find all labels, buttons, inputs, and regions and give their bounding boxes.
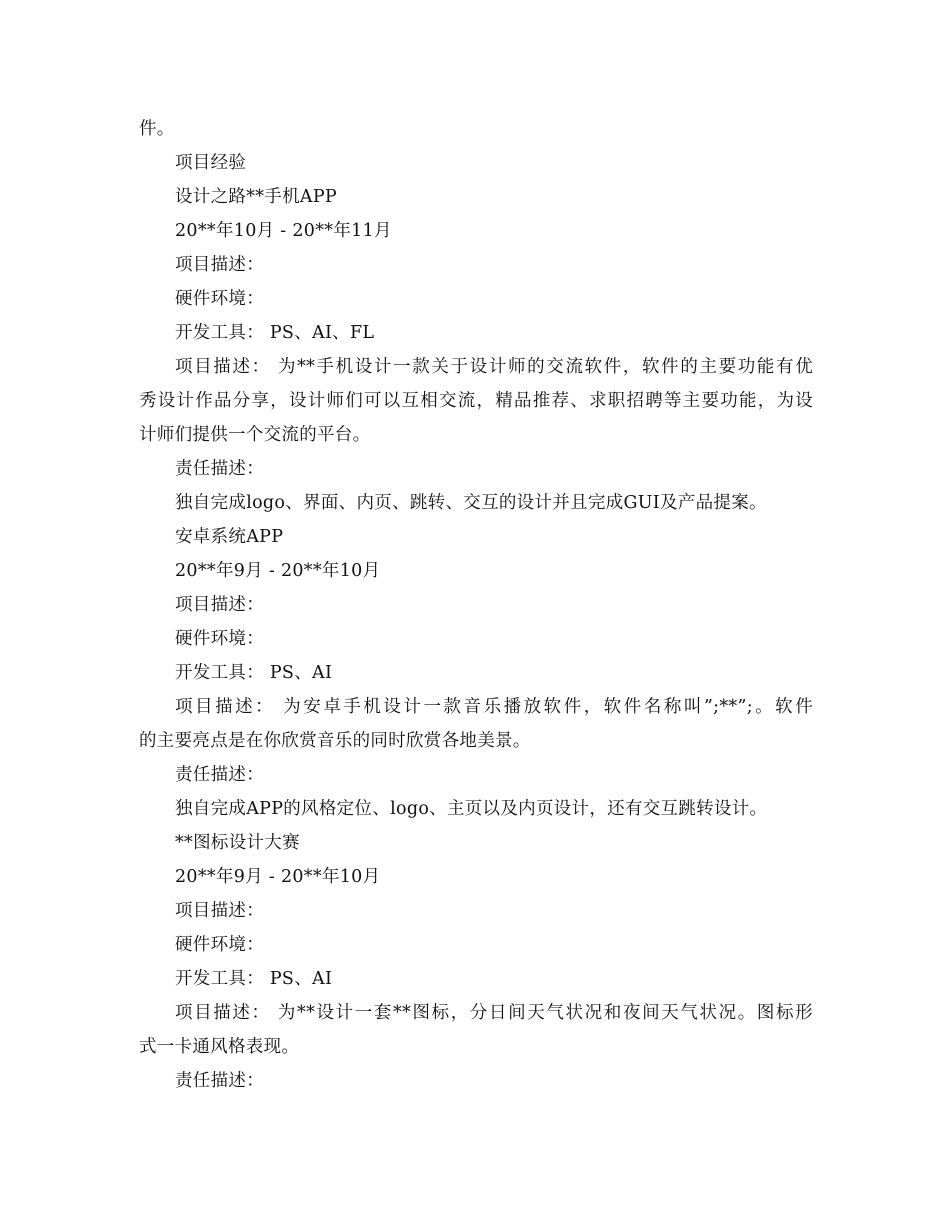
project-description-line: 计师们提供一个交流的平台。 bbox=[139, 425, 371, 445]
project-description-label: 项目描述： bbox=[175, 901, 264, 921]
hardware-environment-label: 硬件环境： bbox=[175, 935, 264, 955]
responsibility-label: 责任描述： bbox=[175, 765, 264, 785]
project-date-range: 20**年9月 - 20**年10月 bbox=[175, 867, 381, 887]
responsibility-label: 责任描述： bbox=[175, 459, 264, 479]
project-description-label: 项目描述： bbox=[175, 255, 264, 275]
responsibility-text: 独自完成APP的风格定位、logo、主页以及内页设计，还有交互跳转设计。 bbox=[175, 799, 768, 819]
project-description-line: 项目描述： 为**手机设计一款关于设计师的交流软件，软件的主要功能有优 bbox=[175, 357, 813, 377]
project-date-range: 20**年9月 - 20**年10月 bbox=[175, 561, 381, 581]
project-description-line: 的主要亮点是在你欣赏音乐的同时欣赏各地美景。 bbox=[139, 731, 531, 751]
section-heading-project-experience: 项目经验 bbox=[175, 153, 247, 173]
project-description-line: 项目描述： 为安卓手机设计一款音乐播放软件，软件名称叫”;**”;。软件 bbox=[175, 697, 813, 717]
document-body bbox=[139, 112, 813, 1098]
project-title: 设计之路**手机APP bbox=[175, 187, 337, 207]
project-date-range: 20**年10月 - 20**年11月 bbox=[175, 221, 392, 241]
development-tools-line: 开发工具： PS、AI bbox=[175, 663, 333, 683]
hardware-environment-label: 硬件环境： bbox=[175, 289, 264, 309]
development-tools-line: 开发工具： PS、AI bbox=[175, 969, 333, 989]
project-title: **图标设计大赛 bbox=[175, 833, 300, 853]
project-description-line: 秀设计作品分享，设计师们可以互相交流，精品推荐、求职招聘等主要功能，为设 bbox=[139, 391, 813, 411]
responsibility-text: 独自完成logo、界面、内页、跳转、交互的设计并且完成GUI及产品提案。 bbox=[175, 493, 767, 513]
hardware-environment-label: 硬件环境： bbox=[175, 629, 264, 649]
project-description-line: 式一卡通风格表现。 bbox=[139, 1037, 300, 1057]
project-title: 安卓系统APP bbox=[175, 527, 284, 547]
responsibility-label: 责任描述： bbox=[175, 1071, 264, 1091]
project-description-line: 项目描述： 为**设计一套**图标，分日间天气状况和夜间天气状况。图标形 bbox=[175, 1003, 813, 1023]
project-description-label: 项目描述： bbox=[175, 595, 264, 615]
paragraph-continuation: 件。 bbox=[139, 119, 175, 139]
development-tools-line: 开发工具： PS、AI、FL bbox=[175, 323, 375, 343]
